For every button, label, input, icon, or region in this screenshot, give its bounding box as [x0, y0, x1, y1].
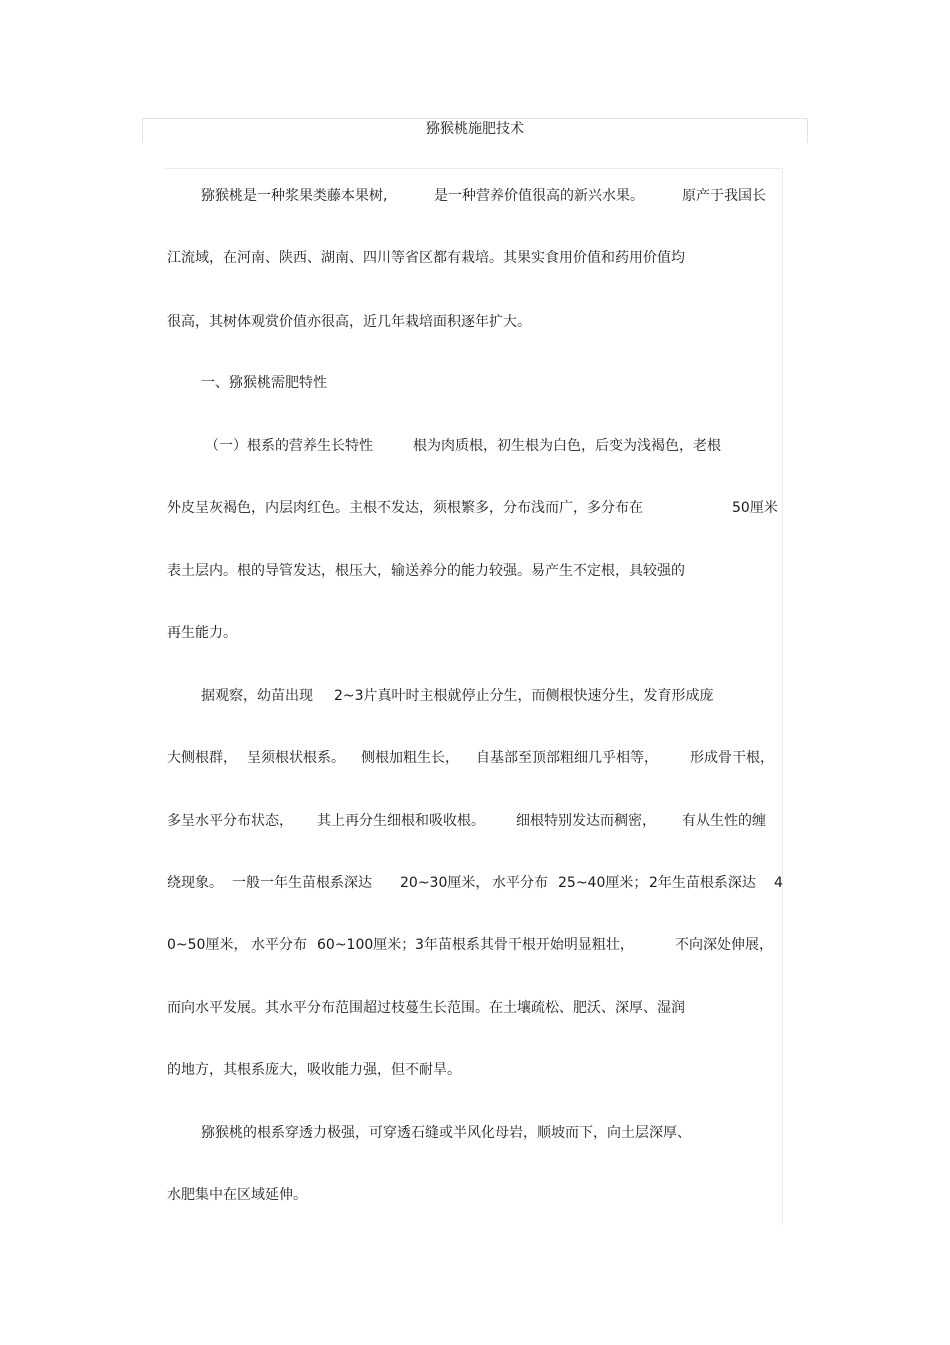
text-segment: 一、猕猴桃需肥特性: [201, 375, 327, 391]
text-segment: 大侧根群，: [167, 750, 237, 766]
text-segment: 外皮呈灰褐色，内层肉红色。主根不发达，须根繁多，分布浅而广，多分布在: [167, 500, 643, 516]
text-segment: 表土层内。根的导管发达，根压大，输送养分的能力较强。易产生不定根，具较强的: [167, 563, 685, 579]
text-segment: 多呈水平分布状态，: [167, 813, 293, 829]
text-segment: 江流域，在河南、陕西、湖南、四川等省区都有栽培。其果实食用价值和药用价值均: [167, 250, 685, 266]
text-segment: 不向深处伸展，: [675, 937, 773, 953]
text-segment: 水肥集中在区域延伸。: [167, 1187, 307, 1203]
text-segment: 细根特别发达而稠密，: [516, 813, 656, 829]
text-segment: 原产于我国长: [682, 188, 766, 204]
text-segment: 猕猴桃的根系穿透力极强，可穿透石缝或半风化母岩，顺坡而下，向土层深厚、: [201, 1125, 691, 1141]
text-segment: 而向水平发展。其水平分布范围超过枝蔓生长范围。在土壤疏松、肥沃、深厚、湿润: [167, 1000, 685, 1016]
text-segment: 60~100厘米；: [317, 937, 416, 953]
text-segment: 根为肉质根，初生根为白色，后变为浅褐色，老根: [413, 438, 721, 454]
text-segment: 形成骨干根，: [690, 750, 774, 766]
text-segment: 一般一年生苗根系深达: [232, 875, 372, 891]
text-segment: 呈须根状根系。: [247, 750, 345, 766]
text-segment: 50厘米: [732, 500, 778, 516]
text-segment: 猕猴桃是一种浆果类藤本果树,: [201, 188, 388, 204]
text-segment: 2年生苗根系深达: [649, 875, 756, 891]
text-segment: 水平分布: [492, 875, 548, 891]
text-segment: 0~50厘米，: [167, 937, 248, 953]
text-segment: 3年苗根系其骨干根开始明显粗壮，: [415, 937, 634, 953]
text-segment: 是一种营养价值很高的新兴水果。: [434, 188, 644, 204]
text-segment: 2~3片真叶时主根就停止分生，而侧根快速分生，发育形成庞: [334, 688, 714, 704]
text-segment: 再生能力。: [167, 625, 237, 641]
text-segment: 25~40厘米；: [558, 875, 648, 891]
text-segment: 自基部至顶部粗细几乎相等，: [476, 750, 658, 766]
text-segment: 4: [774, 875, 783, 891]
text-segment: 侧根加粗生长，: [361, 750, 459, 766]
document-title: 猕猴桃施肥技术: [426, 121, 524, 137]
text-segment: 据观察，幼苗出现: [201, 688, 313, 704]
text-segment: 有从生性的缠: [682, 813, 766, 829]
text-segment: 20~30厘米，: [400, 875, 490, 891]
text-segment: 其上再分生细根和吸收根。: [317, 813, 485, 829]
subsection-heading: （一）根系的营养生长特性: [205, 438, 373, 454]
text-segment: 很高，其树体观赏价值亦很高，近几年栽培面积逐年扩大。: [167, 314, 531, 330]
text-segment: 水平分布: [251, 937, 307, 953]
text-segment: 的地方，其根系庞大，吸收能力强，但不耐旱。: [167, 1062, 461, 1078]
text-segment: 绕现象。: [167, 875, 223, 891]
